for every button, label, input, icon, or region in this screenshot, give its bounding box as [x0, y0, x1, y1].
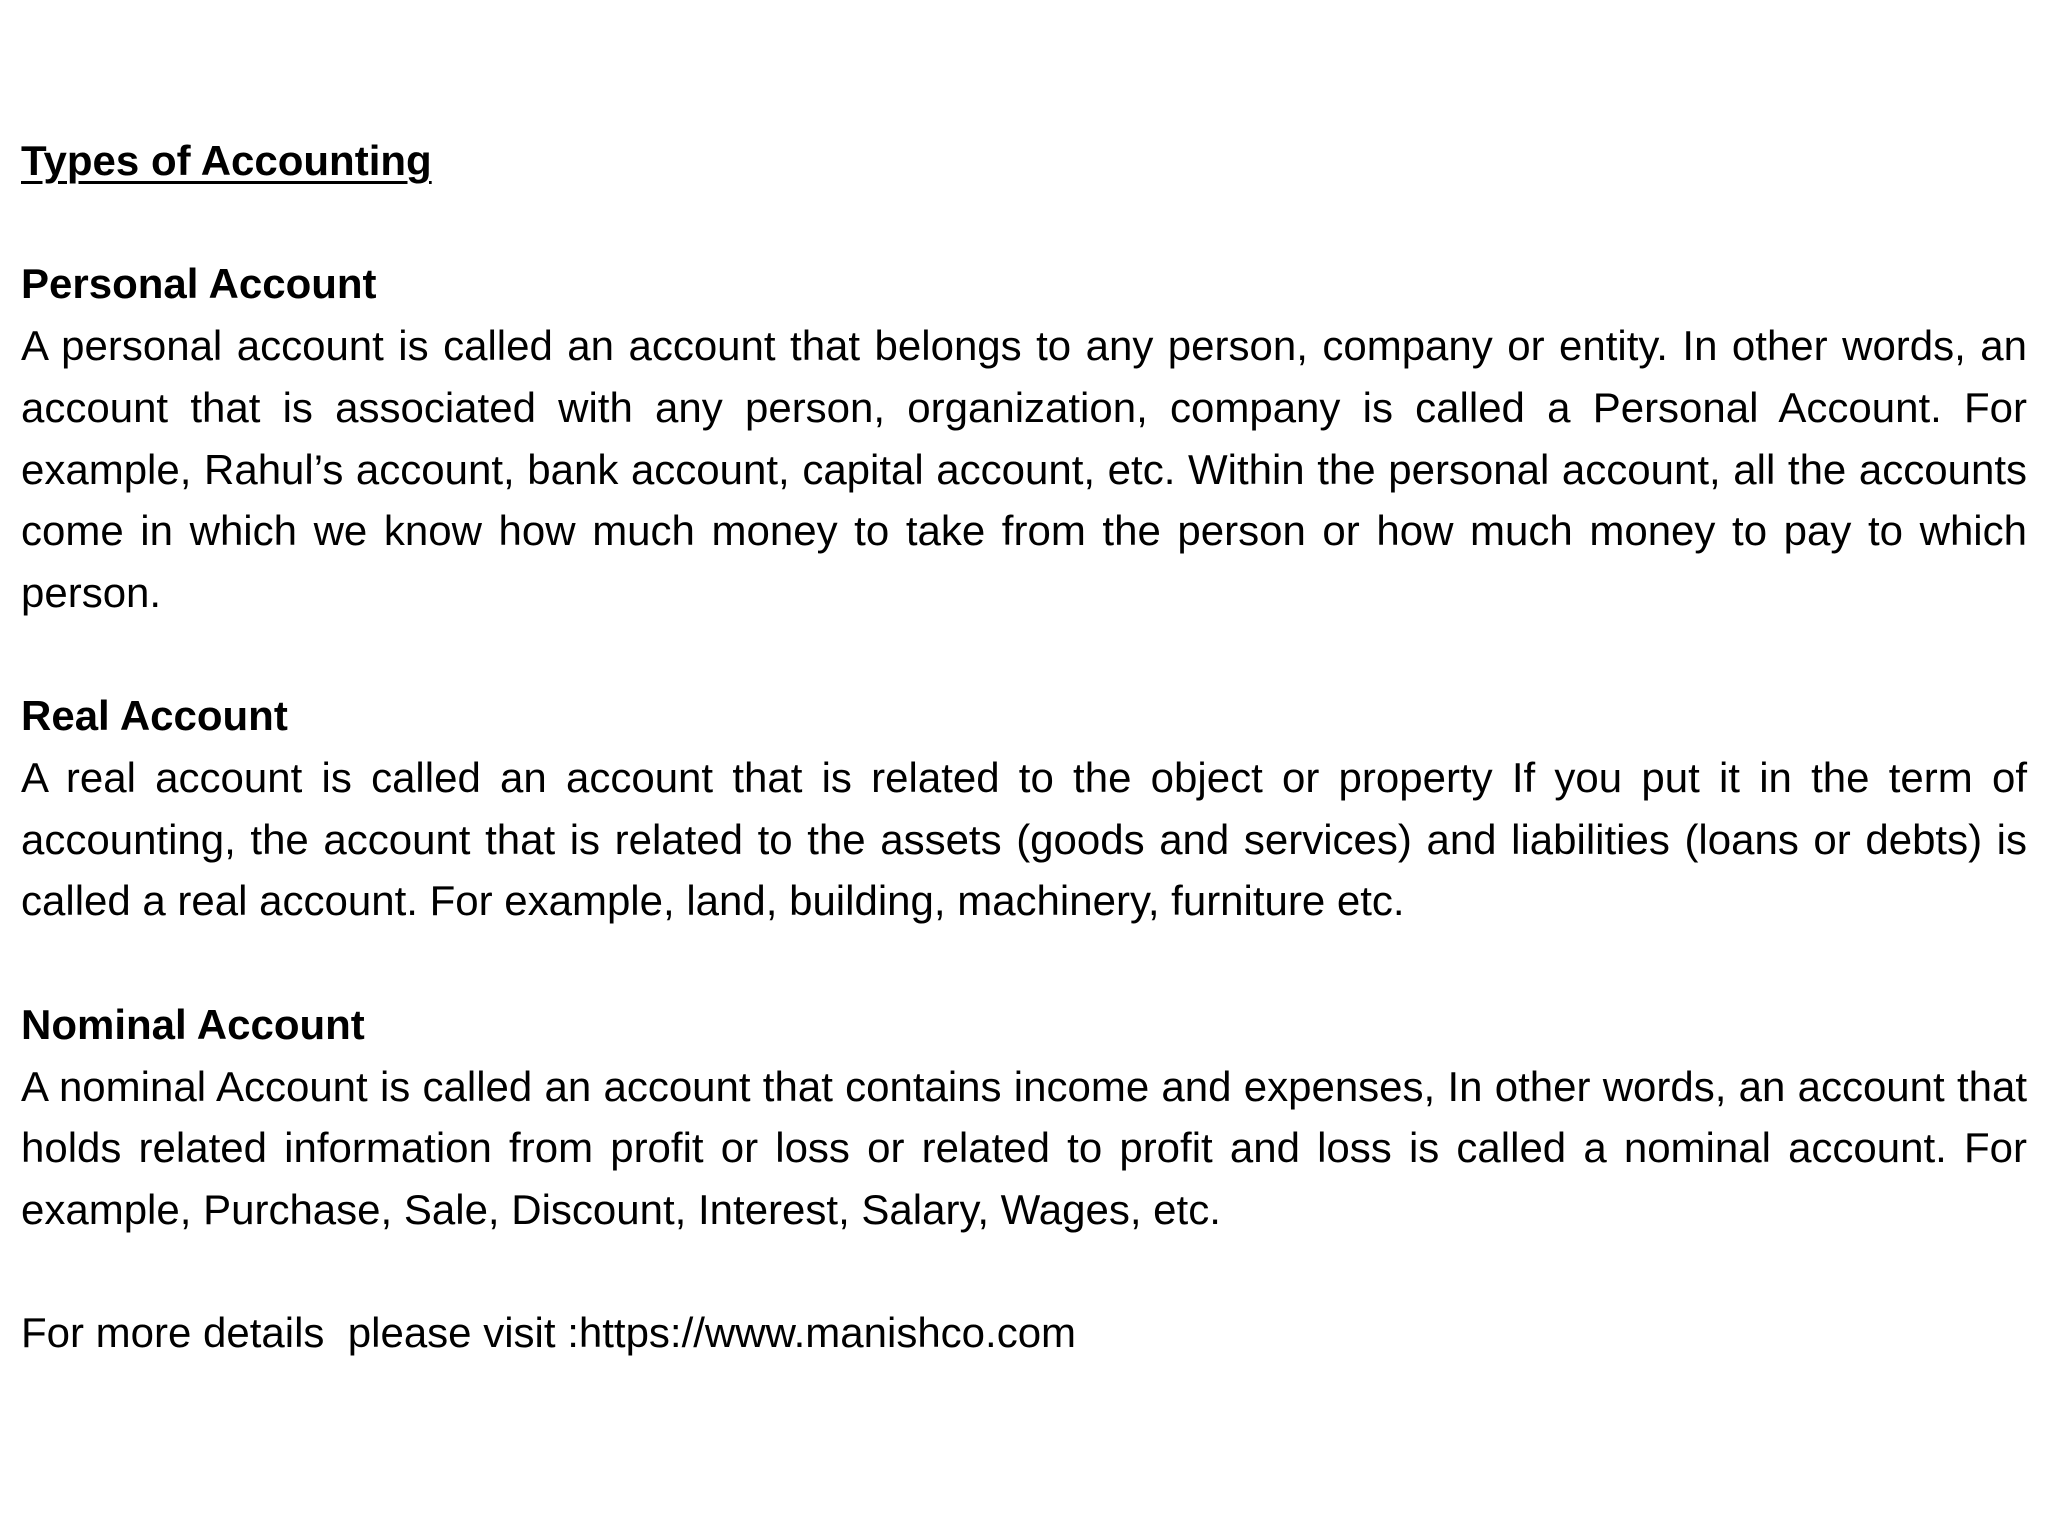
section-personal-account — [21, 253, 2027, 623]
spacer — [21, 192, 2027, 254]
section-real-account — [21, 685, 2027, 932]
section-heading: Real Account — [21, 692, 288, 740]
section-body: A real account is called an account that is related to the object or property If you put it in the term of accounting, the account that is related to the assets (goods and services) and liabilities (loans or debts) is called a real account. For example, land, building, machinery, furniture etc. — [21, 754, 2027, 925]
section-body: A nominal Account is called an account that contains income and expenses, In other words, an account that holds related information from profit or loss or related to profit and loss is called a nominal account. For example, Purchase, Sale, Discount, Interest, Salary, Wages, etc. — [21, 1062, 2027, 1233]
document-slide — [21, 130, 2027, 1364]
section-body: A personal account is called an account that belongs to any person, company or entity. In other words, an account that is associated with any person, organization, company is called a Personal Account. For example, Rahul’s account, bank account, capital account, etc. Within the personal account, all the accounts come in which we know how much money to take from the person or how much money to pay to which person. — [21, 322, 2027, 616]
section-heading: Personal Account — [21, 260, 377, 308]
spacer — [21, 1241, 2027, 1303]
section-heading: Nominal Account — [21, 1000, 365, 1048]
section-nominal-account — [21, 994, 2027, 1241]
document-title: Types of Accounting — [21, 137, 432, 184]
spacer — [21, 624, 2027, 686]
spacer — [21, 932, 2027, 994]
footer-more-details: For more details please visit :https://www.manishco.com — [21, 1309, 1077, 1357]
